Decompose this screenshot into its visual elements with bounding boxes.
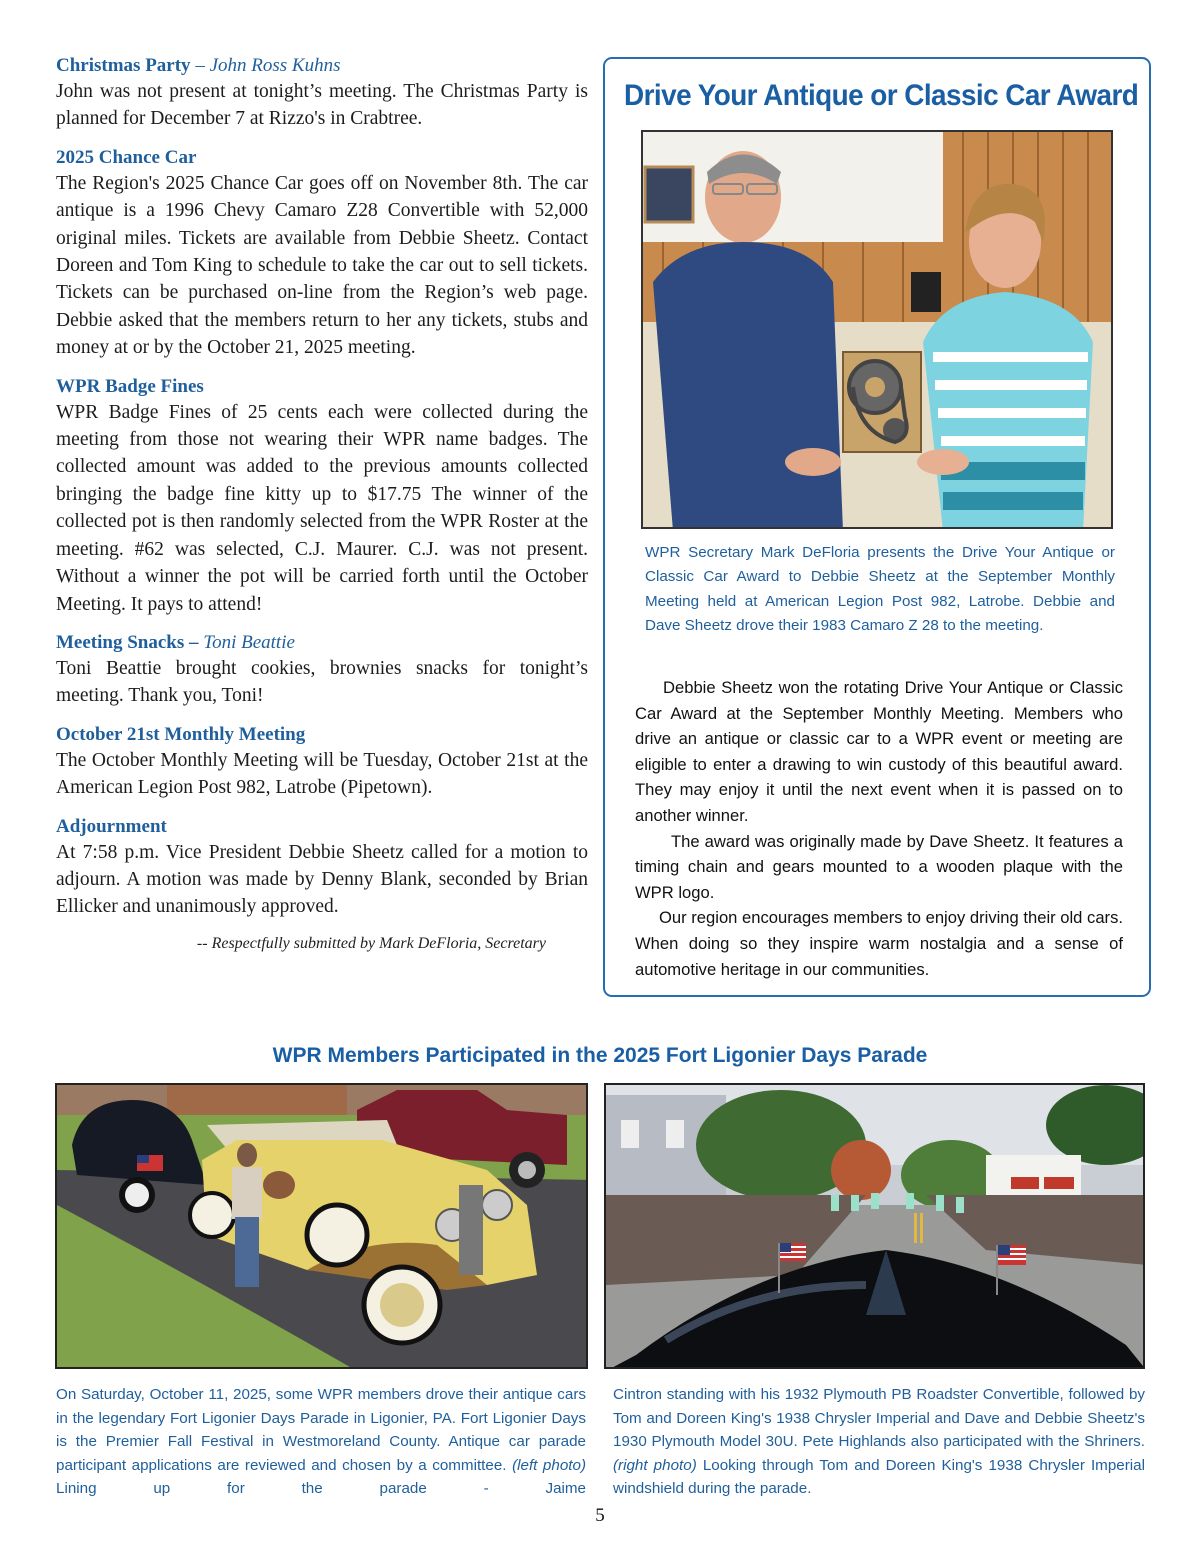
award-paragraph: Our region encourages members to enjoy driving their old cars. When doing so they inspire warm nostalgia and a sense of automotive heritage in our communities. xyxy=(635,908,1123,979)
caption-text: Cintron standing with his 1932 Plymouth PB Roadster Convertible, followed by Tom and Doreen King's 1938 Chrysler Imperial and Dave and Debbie Sheetz's 1930 Plymouth Model 30U. Pete Highlands also participated with the Shriners. xyxy=(613,1386,1145,1450)
parade-right-photo-image xyxy=(606,1085,1145,1369)
heading-separator: – xyxy=(184,631,204,653)
award-photo xyxy=(641,130,1113,529)
section-heading: October 21st Monthly Meeting xyxy=(56,723,306,745)
caption-photo-ref: (right photo) xyxy=(613,1456,697,1474)
section-body: The October Monthly Meeting will be Tuesday, October 21st at the American Legion Post 982, Latrobe (Pipetown). xyxy=(56,749,588,799)
caption-photo-ref: (left photo) xyxy=(512,1456,586,1474)
section-october-meeting xyxy=(56,723,588,802)
parade-left-photo xyxy=(55,1083,588,1369)
award-photo-image xyxy=(643,132,1113,529)
meeting-minutes-column xyxy=(56,54,588,953)
parade-section-title: WPR Members Participated in the 2025 Fort Ligonier Days Parade xyxy=(272,1044,928,1067)
award-paragraph: Debbie Sheetz won the rotating Drive Your Antique or Classic Car Award at the September Monthly Meeting. Members who drive an antique or classic car to a WPR event or meeting are eligible to enter a drawing to win custody of this beautiful award. They may enjoy it until the next event when it is passed on to another winner. xyxy=(635,678,1123,825)
award-paragraph: The award was originally made by Dave Sheetz. It features a timing chain and gears mounted to a wooden plaque with the WPR logo. xyxy=(635,831,1123,902)
award-photo-caption: WPR Secretary Mark DeFloria presents the Drive Your Antique or Classic Car Award to Debbie Sheetz at the September Monthly Meeting held at American Legion Post 982, Latrobe. Debbie and Dave Sheetz drove their 1983 Camaro Z 28 to the meeting. xyxy=(645,544,1115,634)
caption-text: Looking through Tom and Doreen King's 1938 Chrysler Imperial windshield during the parade. xyxy=(613,1456,1145,1497)
heading-text: Meeting Snacks xyxy=(56,631,185,653)
section-badge-fines xyxy=(56,375,588,618)
section-author: Toni Beattie xyxy=(203,631,295,653)
section-body: At 7:58 p.m. Vice President Debbie Sheetz called for a motion to adjourn. A motion was made by Denny Blank, seconded by Brian Ellicker and unanimously approved. xyxy=(56,841,588,918)
award-sidebar-box xyxy=(603,57,1151,997)
section-heading: WPR Badge Fines xyxy=(56,375,204,397)
caption-text: On Saturday, October 11, 2025, some WPR members drove their antique cars in the legendary Fort Ligonier Days Parade in Ligonier, PA. Fort Ligonier Days is the Premier Fall Festival in Westmoreland County. Antique car parade participant applications are reviewed and chosen by a committee. xyxy=(56,1386,586,1474)
section-heading: Adjournment xyxy=(56,815,167,837)
parade-right-photo xyxy=(604,1083,1145,1369)
section-body: WPR Badge Fines of 25 cents each were collected during the meeting from those not wearing their WPR name badges. The collected amount was added to the previous amounts collected bringing the badge fine kitty up to $17.75 The winner of the collected pot is then randomly selected from the WPR Roster at the meeting. #62 was selected, C.J. Maurer. C.J. was not present. Without a winner the pot will be carried forth until the October Meeting. It pays to attend! xyxy=(56,401,588,615)
section-christmas-party xyxy=(56,54,588,133)
section-meeting-snacks xyxy=(56,631,588,710)
parade-caption-right xyxy=(613,1383,1145,1501)
award-body-text xyxy=(635,675,1123,982)
section-heading: 2025 Chance Car xyxy=(56,146,197,168)
section-adjournment xyxy=(56,815,588,921)
section-body: Toni Beattie brought cookies, brownies snacks for tonight’s meeting. Thank you, Toni! xyxy=(56,657,588,707)
section-author: John Ross Kuhns xyxy=(209,55,341,76)
parade-caption-left xyxy=(56,1383,586,1501)
award-title: Drive Your Antique or Classic Car Award xyxy=(624,79,1139,112)
heading-text: Christmas Party xyxy=(56,55,191,76)
parade-left-photo-image xyxy=(57,1085,588,1369)
caption-text: Lining up for the parade - Jaime xyxy=(56,1480,586,1497)
section-chance-car xyxy=(56,146,588,362)
section-heading xyxy=(56,631,588,655)
signature-line: -- Respectfully submitted by Mark DeFloria, Secretary xyxy=(196,934,546,952)
section-body: John was not present at tonight’s meeting. The Christmas Party is planned for December 7 at Rizzo's in Crabtree. xyxy=(56,81,588,130)
section-body: The Region's 2025 Chance Car goes off on November 8th. The car antique is a 1996 Chevy Camaro Z28 Convertible with 52,000 original miles. Tickets are available from Debbie Sheetz. Contact Doreen and Tom King to schedule to take the car out to sell tickets. Tickets can be purchased on-line from the Region’s web page. Debbie asked that the members return to her any tickets, stubs and money at or by the October 21, 2025 meeting. xyxy=(56,172,588,359)
page-number: 5 xyxy=(595,1505,605,1526)
heading-separator: – xyxy=(190,55,210,76)
section-heading xyxy=(56,54,588,78)
